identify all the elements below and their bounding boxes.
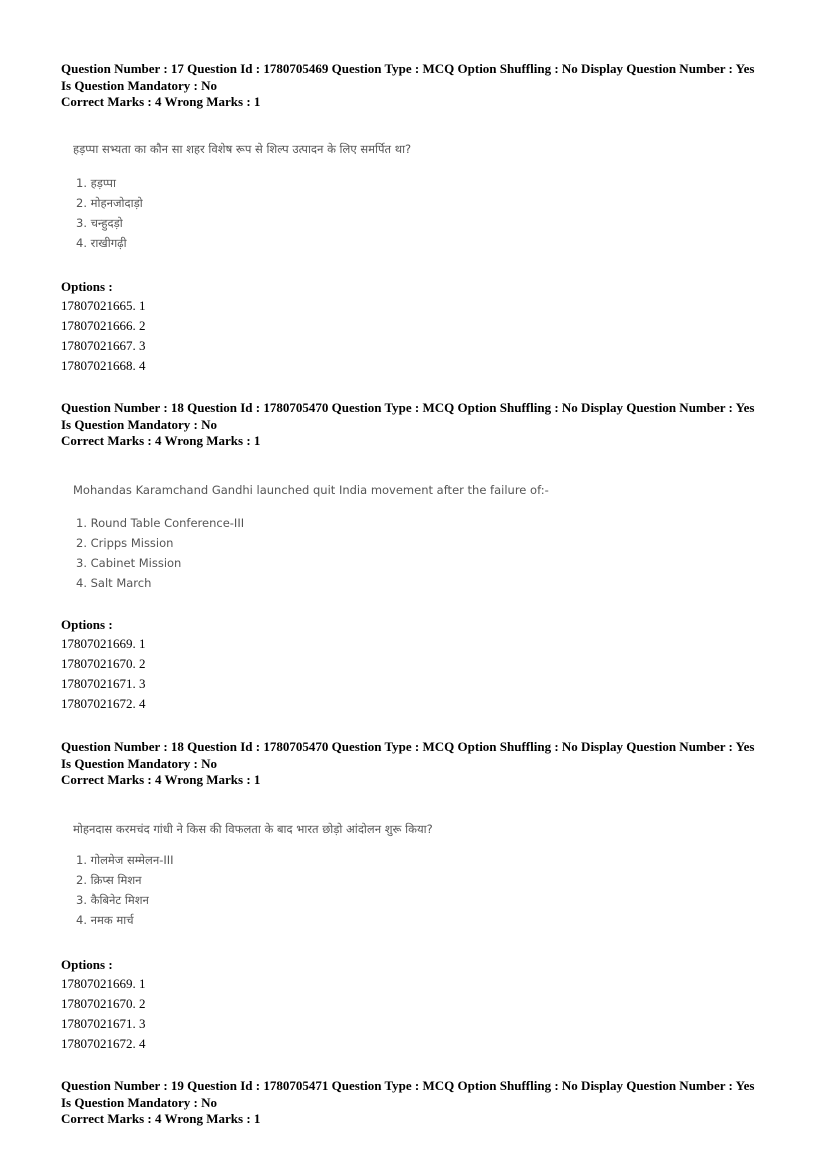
choice-item: 4. Salt March [76,575,152,590]
choice-item: 3. चन्हुदड़ो [76,215,123,230]
question-image [73,480,776,593]
question-meta [61,400,776,450]
question-meta-line: Question Number : 18 Question Id : 1780705470 Question Type : MCQ Option Shuffling : No Display Question Number : Yes [61,739,755,754]
question-meta [61,61,776,111]
question-text: Mohandas Karamchand Gandhi launched quit India movement after the failure of:- [73,482,549,497]
option-item: 17807021665. 1 [61,297,146,313]
question-image [73,819,776,930]
choice-item: 3. कैबिनेट मिशन [76,892,149,907]
option-item: 17807021672. 4 [61,695,146,711]
question-block [61,739,776,1054]
option-item: 17807021667. 3 [61,337,146,353]
marks-line: Correct Marks : 4 Wrong Marks : 1 [61,772,261,787]
option-item: 17807021670. 2 [61,655,146,671]
mandatory-line: Is Question Mandatory : No [61,1094,218,1110]
question-block [61,61,776,376]
question-block [61,1078,776,1128]
choice-item: 4. नमक मार्च [76,912,134,927]
choice-item: 4. राखीगढ़ी [76,235,127,250]
question-meta-line: Question Number : 19 Question Id : 1780705471 Question Type : MCQ Option Shuffling : No Display Question Number : Yes [61,1078,755,1093]
mandatory-line: Is Question Mandatory : No [61,755,218,771]
question-meta-line: Question Number : 18 Question Id : 1780705470 Question Type : MCQ Option Shuffling : No Display Question Number : Yes [61,400,755,415]
choice-item: 1. हड़प्पा [76,175,116,190]
question-meta [61,1078,776,1128]
options-label: Options : [61,616,113,632]
choice-item: 2. क्रिप्स मिशन [76,872,142,887]
choice-item: 3. Cabinet Mission [76,555,182,570]
option-item: 17807021669. 1 [61,975,146,991]
choice-item: 2. Cripps Mission [76,535,174,550]
mandatory-line: Is Question Mandatory : No [61,77,218,93]
choice-item: 1. गोलमेज सम्मेलन-III [76,852,174,867]
marks-line: Correct Marks : 4 Wrong Marks : 1 [61,94,261,109]
option-item: 17807021671. 3 [61,1015,146,1031]
option-item: 17807021668. 4 [61,357,146,373]
question-meta-line: Question Number : 17 Question Id : 1780705469 Question Type : MCQ Option Shuffling : No Display Question Number : Yes [61,61,755,76]
question-block [61,400,776,714]
choice-item: 2. मोहनजोदाड़ो [76,195,143,210]
options-label: Options : [61,956,113,972]
option-item: 17807021671. 3 [61,675,146,691]
question-text: हड़प्पा सभ्यता का कौन सा शहर विशेष रूप से शिल्प उत्पादन के लिए समर्पित था? [73,141,412,156]
marks-line: Correct Marks : 4 Wrong Marks : 1 [61,433,261,448]
question-image [73,139,776,253]
choice-item: 1. Round Table Conference-III [76,515,245,530]
option-item: 17807021670. 2 [61,995,146,1011]
question-meta [61,739,776,789]
option-item: 17807021672. 4 [61,1035,146,1051]
options-label: Options : [61,278,113,294]
mandatory-line: Is Question Mandatory : No [61,416,218,432]
option-item: 17807021669. 1 [61,635,146,651]
question-text: मोहनदास करमचंद गांधी ने किस की विफलता के बाद भारत छोड़ो आंदोलन शुरू किया? [73,821,433,836]
marks-line: Correct Marks : 4 Wrong Marks : 1 [61,1111,261,1126]
option-item: 17807021666. 2 [61,317,146,333]
